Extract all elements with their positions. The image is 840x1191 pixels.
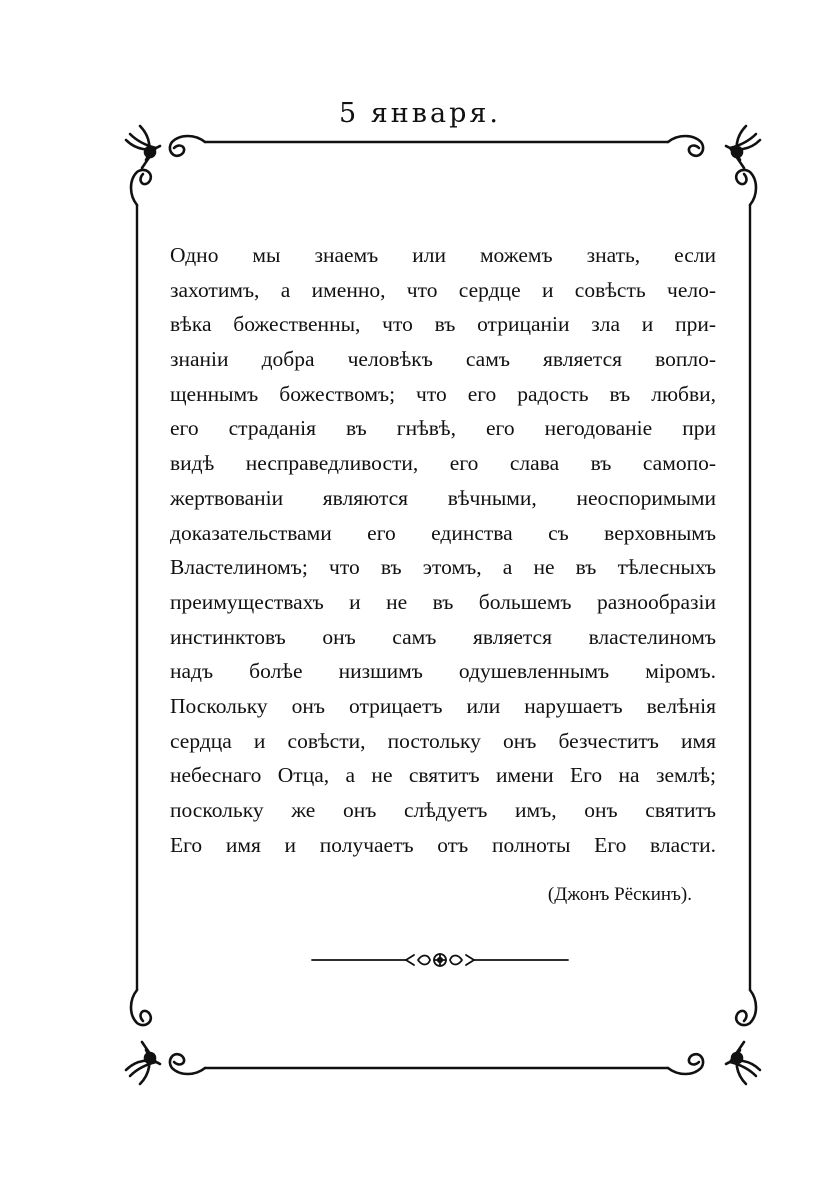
passage-line: жертвованіи являются вѣчными, неоспоримыми [170, 485, 716, 510]
corner-ornament-top-left-icon [126, 126, 205, 205]
corner-ornament-bottom-right-icon [668, 990, 760, 1084]
passage-line: поскольку же онъ слѣдуетъ имъ, онъ святитъ [170, 798, 716, 822]
passage-line: сердца и совѣсти, постольку онъ безчеститъ имя [170, 728, 716, 753]
passage-line: небеснаго Отца, а не святитъ имени Его на землѣ; [170, 763, 716, 788]
passage-line: видѣ несправедливости, его слава въ самопо- [170, 451, 716, 476]
passage-line: знаніи добра человѣкъ самъ является вопло- [170, 347, 716, 372]
page-heading: 5 января. [339, 98, 501, 129]
passage-line: надъ болѣе низшимъ одушевленнымъ міромъ. [170, 659, 716, 684]
passage-text [170, 238, 716, 862]
passage-line: вѣка божественны, что въ отрицаніи зла и при- [170, 312, 716, 337]
passage-line: Властелиномъ; что въ этомъ, а не въ тѣлесныхъ [170, 555, 716, 580]
rosette-divider-icon [310, 948, 570, 972]
passage-line: Поскольку онъ отрицаетъ или нарушаетъ велѣнія [170, 693, 716, 718]
attribution: (Джонъ Рёскинъ). [547, 884, 692, 905]
passage-line: его страданія въ гнѣвѣ, его негодованіе при [170, 416, 716, 441]
passage-line: щеннымъ божествомъ; что его радость въ любви, [170, 381, 716, 406]
passage-line: захотимъ, а именно, что сердце и совѣсть чело- [170, 277, 716, 302]
passage-line: инстинктовъ онъ самъ является властелиномъ [170, 624, 716, 649]
passage-line: доказательствами его единства съ верховнымъ [170, 520, 716, 545]
corner-ornament-top-right-icon [668, 126, 760, 205]
passage-line: Одно мы знаемъ или можемъ знать, если [170, 243, 716, 267]
passage-line: Его имя и получаетъ отъ полноты Его власти. [170, 832, 716, 857]
corner-ornament-bottom-left-icon [126, 990, 205, 1084]
passage-line: преимуществахъ и не въ большемъ разнообразіи [170, 589, 716, 614]
